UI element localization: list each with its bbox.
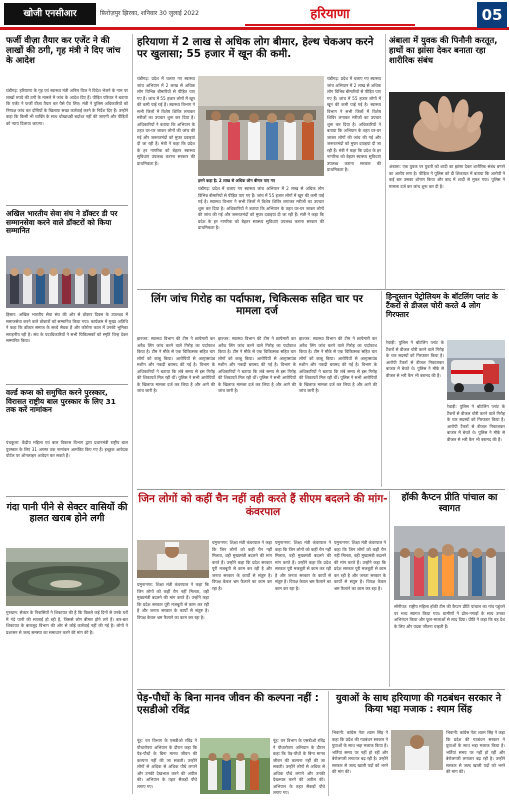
divider — [6, 384, 128, 385]
story-5-body-continued: चंडीगढ़: प्रदेश में चलाए गए स्वास्थ्य जांच अभियान में 2 लाख से अधिक लोग विभिन्न बीमारियों से पीड़ित पाए गए हैं। जांच में 55 हजार लोगों में खून की कमी पाई गई है। स्वास्थ्य विभाग ने सभी जिलों में विशेष शिविर लगाकर मरीजों का उपचार शुरू कर दिया है। अधिकारियों ने बताया कि अभियान के तहत घर-घर जाकर लोगों की जांच की गई और जरूरतमंदों को मुफ्त दवाइयां दी जा रही हैं। मंत्री ने कहा कि प्रदेश के हर नागरिक को बेहतर स्वास्थ्य सुविधाएं उपलब्ध कराना सरकार की प्राथमिकता है। — [198, 186, 324, 230]
health-camp-photo — [198, 76, 324, 176]
hockey-welcome-photo — [394, 526, 505, 600]
plantation-photo — [200, 738, 270, 794]
story-7-body-col3: झज्जर: स्वास्थ्य विभाग की टीम ने छापेमारी कर अवैध लिंग जांच करने वाले गिरोह का पर्दाफाश किया है। टीम ने मौके से एक चिकित्सक सहित चार लोगों को काबू किया। आरोपियों से अल्ट्रासाउंड मशीन और नकदी बरामद की गई है। विभाग के अधिकारियों ने बताया कि लंबे समय से इस गिरोह की शिकायतें मिल रही थीं। पुलिस ने सभी आरोपियों के खिलाफ मामला दर्ज कर लिया है और आगे की जांच जारी है। — [299, 336, 377, 393]
divider — [6, 205, 128, 206]
divider — [6, 496, 128, 497]
story-3-headline: वर्ल्ड कप्स को समुचित करने पुरस्कार, विरासत राष्ट्रीय बाल पुरस्कार के लिए 31 तक करें नामांकन — [6, 388, 116, 415]
event-photo — [6, 256, 128, 308]
story-7-headline: लिंग जांच गिरोह का पर्दाफाश, चिकित्सक सहित चार पर मामला दर्ज — [151, 293, 363, 318]
story-12-body: भिवानी: कांग्रेस नेता श्याम सिंह ने कहा कि प्रदेश की गठबंधन सरकार ने युवाओं के साथ भद्दा मजाक किया है। भर्तियां समय पर नहीं हो रहीं और बेरोजगारी लगातार बढ़ रही है। उन्होंने सरकार से जल्द खाली पदों को भरने की मांग की। — [332, 730, 388, 774]
story-12-headline: युवाओं के साथ हरियाणा की गठबंधन सरकार ने किया भद्दा मजाक : श्याम सिंह — [335, 693, 502, 716]
photo-caption: हमने कहा है: 2 लाख से अधिक लोग बीमार पाए गए — [198, 178, 276, 183]
story-9-headline: जिन लोगों को कहीं चैन नहीं वही करते हैं सीएम बदलने की मांग-कंवरपाल — [138, 493, 388, 518]
story-4-body: गुरुग्राम: सेक्टर के निवासियों ने शिकायत की है कि पिछले कई दिनों से उनके घरों में गंदे पानी की सप्लाई हो रही है, जिससे लोग बीमार होने लगे हैं। बार-बार शिकायत के बावजूद विभाग की ओर से कोई कार्रवाई नहीं की गई है। लोगों ने प्रशासन से जल्द समस्या का समाधान करने की मांग की है। — [6, 610, 128, 635]
story-8-headline: हिन्दुस्तान पेट्रोलियम के बॉटलिंग प्लांट के टैंकरों से डीजल चोरी करते 4 लोग गिरफ्तार — [386, 292, 498, 319]
story-12-body-col2: भिवानी: कांग्रेस नेता श्याम सिंह ने कहा कि प्रदेश की गठबंधन सरकार ने युवाओं के साथ भद्दा मजाक किया है। भर्तियां समय पर नहीं हो रहीं और बेरोजगारी लगातार बढ़ रही है। उन्होंने सरकार से जल्द खाली पदों को भरने की मांग की। — [446, 730, 505, 774]
dateline: फ़िरोज़पुर झिरका, शनिवार 30 जुलाई 2022 — [100, 10, 199, 17]
story-5-body: चंडीगढ़: प्रदेश में चलाए गए स्वास्थ्य जांच अभियान में 2 लाख से अधिक लोग विभिन्न बीमारियों से पीड़ित पाए गए हैं। जांच में 55 हजार लोगों में खून की कमी पाई गई है। स्वास्थ्य विभाग ने सभी जिलों में विशेष शिविर लगाकर मरीजों का उपचार शुरू कर दिया है। अधिकारियों ने बताया कि अभियान के तहत घर-घर जाकर लोगों की जांच की गई और जरूरतमंदों को मुफ्त दवाइयां दी जा रही हैं। मंत्री ने कहा कि प्रदेश के हर नागरिक को बेहतर स्वास्थ्य सुविधाएं उपलब्ध कराना सरकार की प्राथमिकता है। — [137, 76, 195, 166]
story-9-body: यमुनानगर: शिक्षा मंत्री कंवरपाल ने कहा कि जिन लोगों को कहीं चैन नहीं मिलता, वही मुख्यमंत्री बदलने की मांग करते हैं। उन्होंने कहा कि प्रदेश सरकार पूरी मजबूती से काम कर रही है और जनता सरकार के कार्यों से संतुष्ट है। विपक्ष केवल भ्रम फैलाने का काम कर रहा है। — [137, 582, 209, 620]
story-7-body-col2: झज्जर: स्वास्थ्य विभाग की टीम ने छापेमारी कर अवैध लिंग जांच करने वाले गिरोह का पर्दाफाश किया है। टीम ने मौके से एक चिकित्सक सहित चार लोगों को काबू किया। आरोपियों से अल्ट्रासाउंड मशीन और नकदी बरामद की गई है। विभाग के अधिकारियों ने बताया कि लंबे समय से इस गिरोह की शिकायतें मिल रही थीं। पुलिस ने सभी आरोपियों के खिलाफ मामला दर्ज कर लिया है और आगे की जांच जारी है। — [218, 336, 296, 393]
story-5-body-column: चंडीगढ़: प्रदेश में चलाए गए स्वास्थ्य जांच अभियान में 2 लाख से अधिक लोग विभिन्न बीमारियों से पीड़ित पाए गए हैं। जांच में 55 हजार लोगों में खून की कमी पाई गई है। स्वास्थ्य विभाग ने सभी जिलों में विशेष शिविर लगाकर मरीजों का उपचार शुरू कर दिया है। अधिकारियों ने बताया कि अभियान के तहत घर-घर जाकर लोगों की जांच की गई और जरूरतमंदों को मुफ्त दवाइयां दी जा रही हैं। मंत्री ने कहा कि प्रदेश के हर नागरिक को बेहतर स्वास्थ्य सुविधाएं उपलब्ध कराना सरकार की प्राथमिकता है। — [327, 76, 381, 172]
story-8-body-col2: रेवाड़ी: पुलिस ने बॉटलिंग प्लांट के टैंकरों से डीजल चोरी करने वाले गिरोह के चार सदस्यों को गिरफ्तार किया है। आरोपी टैंकरों से डीजल निकालकर बाजार में बेचते थे। पुलिस ने मौके से डीजल से भरी कैन भी बरामद की हैं। — [447, 404, 505, 442]
story-2-headline: अखिल भारतीय सेवा संघ ने डॉक्टर डी पर सम्मानसेवा करने वाले डॉक्टरों को किया सम्मानित — [6, 209, 118, 236]
column-separator — [328, 691, 329, 796]
section-label: हरियाणा — [245, 4, 415, 26]
dirty-water-photo — [6, 548, 128, 606]
story-3-body: पंचकूला: केंद्रीय महिला एवं बाल विकास विभाग द्वारा प्रधानमंत्री राष्ट्रीय बाल पुरस्कार के लिए 31 अगस्त तक नामांकन आमंत्रित किए गए हैं। इच्छुक आवेदक पोर्टल पर ऑनलाइन आवेदन कर सकते हैं। — [6, 440, 128, 458]
story-9-body-col4: यमुनानगर: शिक्षा मंत्री कंवरपाल ने कहा कि जिन लोगों को कहीं चैन नहीं मिलता, वही मुख्यमंत्री बदलने की मांग करते हैं। उन्होंने कहा कि प्रदेश सरकार पूरी मजबूती से काम कर रही है और जनता सरकार के कार्यों से संतुष्ट है। विपक्ष केवल भ्रम फैलाने का काम कर रहा है। — [334, 540, 386, 591]
divider — [137, 289, 505, 290]
hand-photo — [389, 92, 505, 160]
story-8-body: रेवाड़ी: पुलिस ने बॉटलिंग प्लांट के टैंकरों से डीजल चोरी करने वाले गिरोह के चार सदस्यों को गिरफ्तार किया है। आरोपी टैंकरों से डीजल निकालकर बाजार में बेचते थे। पुलिस ने मौके से डीजल से भरी कैन भी बरामद की हैं। — [386, 340, 444, 378]
story-1-headline: फर्जी वीज़ा तैयार कर एजेंट ने की लाखों की ठगी, गृह मंत्री ने दिए जांच के आदेश — [6, 36, 121, 67]
divider — [137, 689, 505, 690]
column-separator — [381, 291, 382, 487]
story-10-body: सोनीपत: राष्ट्रीय महिला हॉकी टीम की कैप्टन प्रीति पांचाल का गांव पहुंचने पर भव्य स्वागत किया गया। ग्रामीणों ने ढोल-नगाड़ों के साथ उनका अभिनंदन किया और फूल-मालाओं से लाद दिया। प्रीति ने कहा कि वह देश के लिए और पदक जीतना चाहती हैं। — [394, 604, 505, 629]
story-7-body: झज्जर: स्वास्थ्य विभाग की टीम ने छापेमारी कर अवैध लिंग जांच करने वाले गिरोह का पर्दाफाश किया है। टीम ने मौके से एक चिकित्सक सहित चार लोगों को काबू किया। आरोपियों से अल्ट्रासाउंड मशीन और नकदी बरामद की गई है। विभाग के अधिकारियों ने बताया कि लंबे समय से इस गिरोह की शिकायतें मिल रही थीं। पुलिस ने सभी आरोपियों के खिलाफ मामला दर्ज कर लिया है और आगे की जांच जारी है। — [137, 336, 215, 393]
story-6-body: अंबाला: एक युवक पर युवती को शादी का झांसा देकर शारीरिक संबंध बनाने का आरोप लगा है। पीड़िता ने पुलिस को दी शिकायत में बताया कि आरोपी ने कई बार उसका शोषण किया और बाद में शादी से मुकर गया। पुलिस ने मामला दर्ज कर जांच शुरू कर दी है। — [389, 164, 505, 189]
tanker-photo — [447, 340, 505, 400]
story-2-body: हिसार: अखिल भारतीय सेवा संघ की ओर से डॉक्टर दिवस के उपलक्ष्य में समाजसेवा करने वाले डॉक्टरों को सम्मानित किया गया। कार्यक्रम में मुख्य अतिथि ने कहा कि डॉक्टर समाज के सच्चे सेवक हैं और कोरोना काल में उनकी भूमिका सराहनीय रही है। संघ के पदाधिकारियों ने सभी चिकित्सकों को स्मृति चिन्ह देकर सम्मानित किया। — [6, 312, 128, 343]
story-11-headline: पेड़-पौधों के बिना मानव जीवन की कल्पना नहीं : एसडीओ रविंद्र — [137, 693, 319, 717]
story-11-body-col2: नूंह: वन विभाग के एसडीओ रविंद्र ने पौधारोपण अभियान के दौरान कहा कि पेड़-पौधों के बिना मानव जीवन की कल्पना नहीं की जा सकती। उन्होंने लोगों से अधिक से अधिक पौधे लगाने और उनकी देखभाल करने की अपील की। अभियान के तहत सैकड़ों पौधे लगाए गए। — [273, 738, 325, 794]
brand-logo: खोजी एनसीआर — [4, 3, 96, 25]
column-separator — [132, 34, 133, 794]
story-10-headline: हॉकी कैप्टन प्रीति पांचाल का स्वागत — [401, 492, 498, 514]
story-9-body-col2: यमुनानगर: शिक्षा मंत्री कंवरपाल ने कहा कि जिन लोगों को कहीं चैन नहीं मिलता, वही मुख्यमंत्री बदलने की मांग करते हैं। उन्होंने कहा कि प्रदेश सरकार पूरी मजबूती से काम कर रही है और जनता सरकार के कार्यों से संतुष्ट है। विपक्ष केवल भ्रम फैलाने का काम कर रहा है। — [212, 540, 272, 591]
story-1-body: चंडीगढ़: हरियाणा के गृह एवं स्वास्थ्य मंत्री अनिल विज ने विदेश भेजने के नाम पर लाखों रुपये की ठगी के मामले में जांच के आदेश दिए हैं। पीड़ित परिवार ने बताया कि एजेंट ने फर्जी वीज़ा तैयार कर पैसे ऐंठ लिए। मंत्री ने पुलिस अधिकारियों को निष्पक्ष जांच कर दोषियों के खिलाफ सख्त कार्रवाई करने के निर्देश दिए हैं। उन्होंने कहा कि किसी भी व्यक्ति के साथ धोखाधड़ी बर्दाश्त नहीं की जाएगी और पीड़ितों को न्याय दिलाया जाएगा। — [6, 88, 128, 126]
story-9-body-col3: यमुनानगर: शिक्षा मंत्री कंवरपाल ने कहा कि जिन लोगों को कहीं चैन नहीं मिलता, वही मुख्यमंत्री बदलने की मांग करते हैं। उन्होंने कहा कि प्रदेश सरकार पूरी मजबूती से काम कर रही है और जनता सरकार के कार्यों से संतुष्ट है। विपक्ष केवल भ्रम फैलाने का काम कर रहा है। — [275, 540, 331, 591]
story-6-headline: अंबाला में युवक की पिनौनी करतूत, हाथों का झांसा देकर बनाता रहा शारीरिक संबंध — [389, 35, 498, 65]
page-number: 05 — [477, 2, 507, 28]
speaker-photo — [391, 730, 443, 770]
story-4-headline: गंदा पानी पीने से सेक्टर वासियों की हालत खराब होने लगी — [6, 502, 128, 525]
masthead — [0, 0, 509, 30]
column-separator — [385, 34, 386, 289]
column-separator — [389, 491, 390, 687]
minister-photo — [137, 540, 209, 578]
divider — [137, 489, 505, 490]
story-11-body: नूंह: वन विभाग के एसडीओ रविंद्र ने पौधारोपण अभियान के दौरान कहा कि पेड़-पौधों के बिना मानव जीवन की कल्पना नहीं की जा सकती। उन्होंने लोगों से अधिक से अधिक पौधे लगाने और उनकी देखभाल करने की अपील की। अभियान के तहत सैकड़ों पौधे लगाए गए। — [137, 738, 197, 789]
story-5-headline: हरियाणा में 2 लाख से अधिक लोग बीमार, हेल्थ चेकअप करने पर खुलासा; 55 हजार में खून की कमी. — [137, 36, 374, 61]
